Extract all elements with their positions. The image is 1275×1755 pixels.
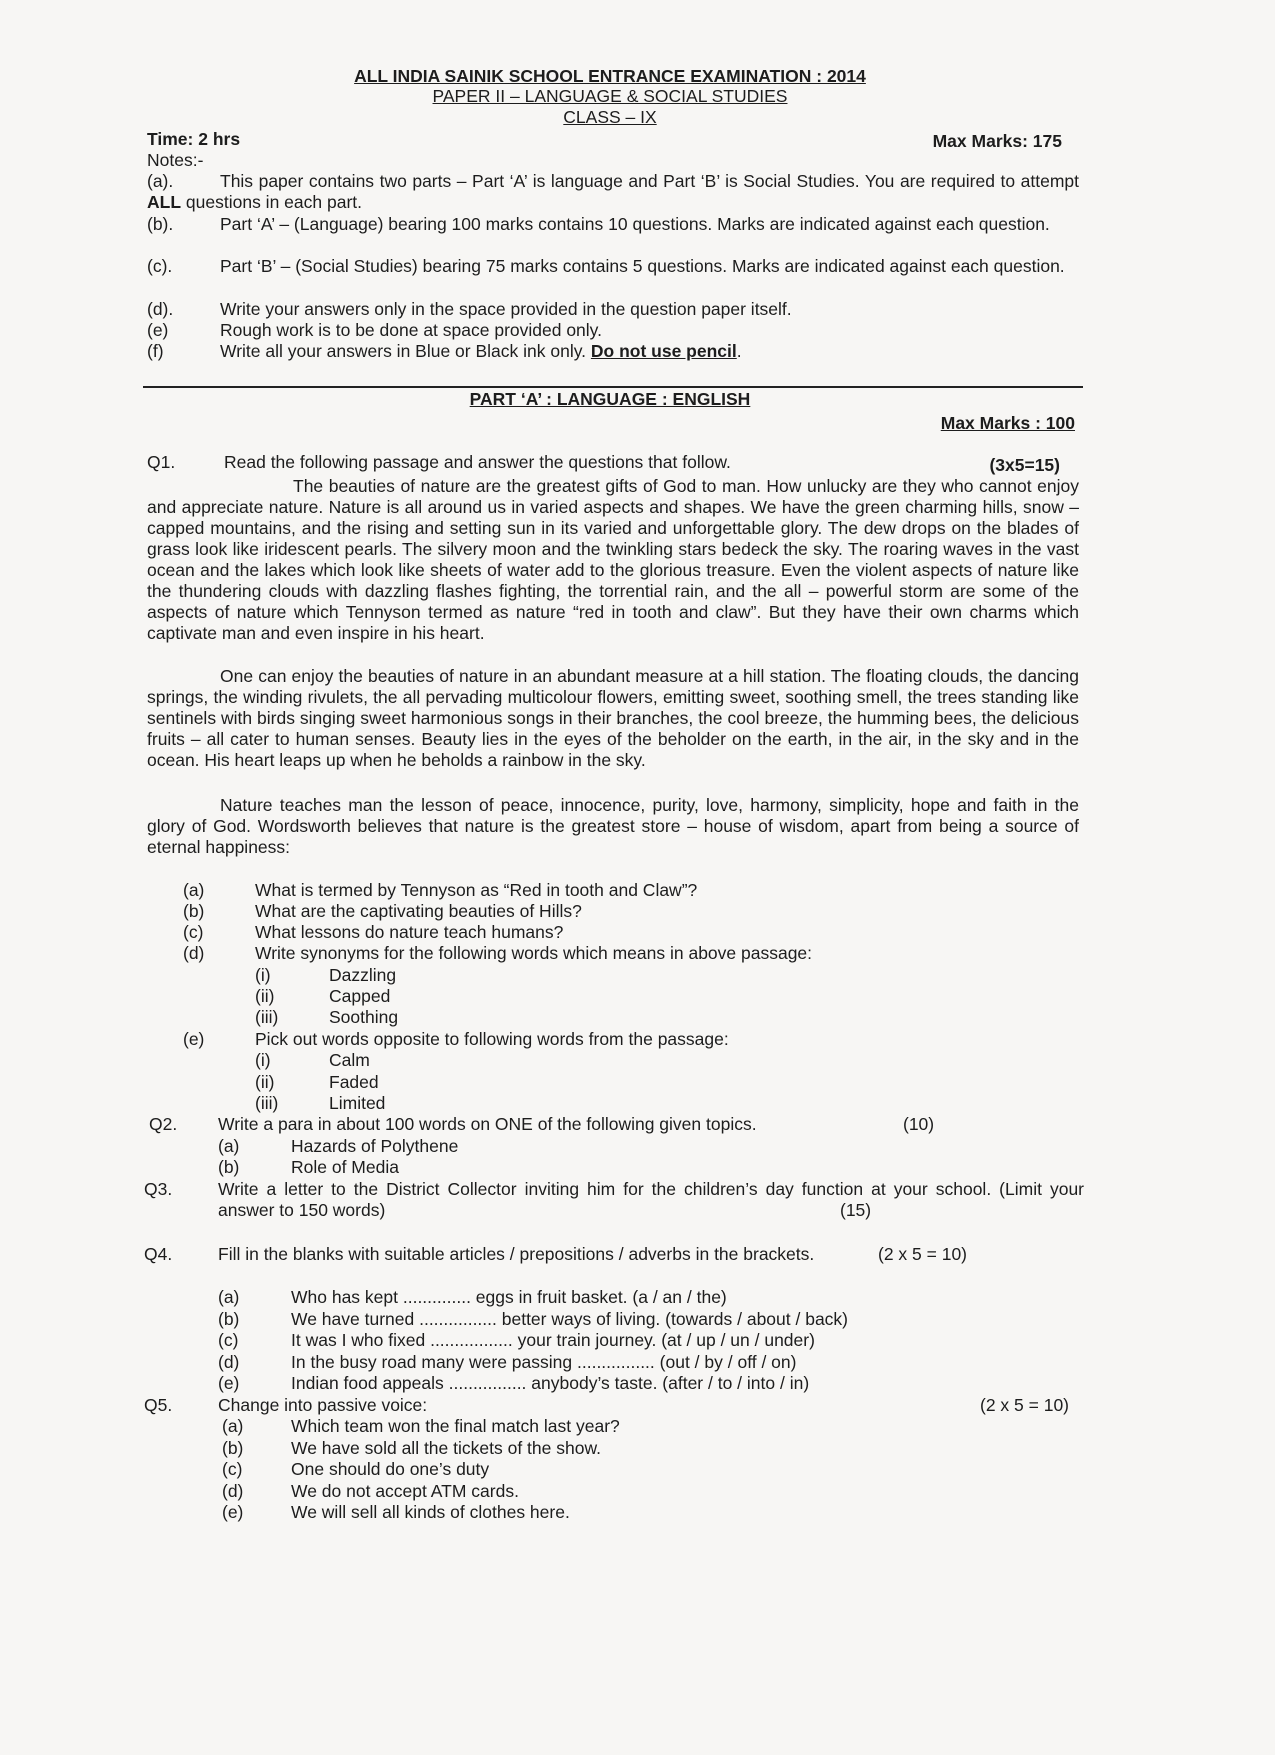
q1-item-text: Pick out words opposite to following words from the passage:	[255, 1029, 729, 1049]
note-label: (e)	[147, 320, 169, 340]
q4-item-text: Indian food appeals ................ anybody’s taste. (after / to / into / in)	[291, 1373, 810, 1393]
note-label: (b).	[147, 214, 174, 234]
sub-item-text: Calm	[329, 1050, 370, 1070]
part-a-title: PART ‘A’ : LANGUAGE : ENGLISH	[469, 389, 751, 409]
question-number: Q5.	[144, 1395, 173, 1415]
sub-item-text: Faded	[329, 1072, 379, 1092]
q1-item-text: Write synonyms for the following words which means in above passage:	[255, 943, 813, 963]
exam-title: ALL INDIA SAINIK SCHOOL ENTRANCE EXAMINATION : 2014	[354, 66, 866, 86]
q1-item-label: (a)	[183, 880, 205, 900]
sub-item-label: (ii)	[255, 986, 275, 1006]
note-label: (a).	[147, 171, 174, 191]
sub-item-text: Dazzling	[329, 965, 397, 985]
sub-item-label: (i)	[255, 1050, 271, 1070]
question-text: Read the following passage and answer the questions that follow.	[224, 452, 731, 472]
q4-item-text: In the busy road many were passing ................ (out / by / off / on)	[291, 1352, 797, 1372]
q1-item-label: (b)	[183, 901, 205, 921]
q1-item-text: What are the captivating beauties of Hills?	[255, 901, 582, 921]
q1-item-label: (e)	[183, 1029, 205, 1049]
q4-item-label: (c)	[218, 1330, 239, 1350]
question-marks: (2 x 5 = 10)	[878, 1244, 968, 1264]
q2-item-text: Role of Media	[291, 1157, 399, 1177]
q1-item-text: What is termed by Tennyson as “Red in tooth and Claw”?	[255, 880, 698, 900]
note-a	[147, 171, 1079, 213]
question-number: Q2.	[149, 1114, 178, 1134]
sub-item-text: Capped	[329, 986, 391, 1006]
q5-item-text: Which team won the final match last year?	[291, 1416, 620, 1436]
question-text: Change into passive voice:	[218, 1395, 428, 1415]
note-label: (d).	[147, 299, 174, 319]
q4-item-text: It was I who fixed ................. your train journey. (at / up / un / under)	[291, 1330, 815, 1350]
q4-item-label: (b)	[218, 1309, 240, 1329]
q2-item-text: Hazards of Polythene	[291, 1136, 459, 1156]
note-text: Write all your answers in Blue or Black ink only.	[220, 341, 587, 361]
question-marks: (10)	[903, 1114, 935, 1134]
note-text: Part ‘B’ – (Social Studies) bearing 75 marks contains 5 questions. Marks are indicated against each question.	[220, 256, 1065, 276]
sub-item-text: Limited	[329, 1093, 386, 1113]
note-text-end: .	[736, 341, 742, 361]
q4-item-label: (d)	[218, 1352, 240, 1372]
max-marks-label: Max Marks: 175	[932, 131, 1062, 151]
q4-item-label: (e)	[218, 1373, 240, 1393]
question-text: Fill in the blanks with suitable articles / prepositions / adverbs in the brackets.	[218, 1244, 815, 1264]
sub-item-label: (ii)	[255, 1072, 275, 1092]
q5-item-text: We do not accept ATM cards.	[291, 1481, 519, 1501]
q1-item-label: (c)	[183, 922, 204, 942]
note-text: Rough work is to be done at space provided only.	[220, 320, 602, 340]
question-number: Q1.	[147, 452, 176, 472]
passage-paragraph-3: Nature teaches man the lesson of peace, innocence, purity, love, harmony, simplicity, hope and faith in the glory of God. Wordsworth believes that nature is the greatest store – house of wisdom, apart from being a source of eternal happiness:	[147, 795, 1079, 857]
sub-item-text: Soothing	[329, 1007, 399, 1027]
notes-heading: Notes:-	[147, 150, 204, 170]
q2-item-label: (b)	[218, 1157, 240, 1177]
question-text: Write a para in about 100 words on ONE of the following given topics.	[218, 1114, 757, 1134]
note-emphasis: Do not use pencil	[590, 341, 737, 361]
note-label: (f)	[147, 341, 164, 361]
sub-item-label: (iii)	[255, 1093, 279, 1113]
section-divider	[143, 386, 1083, 388]
q1-item-text: What lessons do nature teach humans?	[255, 922, 564, 942]
q5-item-label: (d)	[222, 1481, 244, 1501]
note-emphasis: ALL	[147, 192, 182, 212]
question-number: Q3.	[144, 1179, 173, 1199]
question-marks: (3x5=15)	[989, 455, 1060, 475]
note-c	[147, 256, 1079, 277]
part-a-max-marks: Max Marks : 100	[940, 413, 1075, 433]
note-e	[147, 320, 1079, 341]
class-title: CLASS – IX	[563, 107, 657, 127]
q5-item-label: (e)	[222, 1502, 244, 1522]
paper-title: PAPER II – LANGUAGE & SOCIAL STUDIES	[432, 86, 788, 106]
note-label: (c).	[147, 256, 173, 276]
q4-item-text: We have turned ................ better ways of living. (towards / about / back)	[291, 1309, 849, 1329]
q5-item-text: We have sold all the tickets of the show.	[291, 1438, 601, 1458]
q5-item-label: (a)	[222, 1416, 244, 1436]
q5-item-label: (b)	[222, 1438, 244, 1458]
time-label: Time: 2 hrs	[147, 129, 241, 149]
q4-item-text: Who has kept .............. eggs in fruit basket. (a / an / the)	[291, 1287, 727, 1307]
note-text: This paper contains two parts – Part ‘A’ is language and Part ‘B’ is Social Studies. You are required to attempt	[220, 171, 1079, 191]
q1-item-label: (d)	[183, 943, 205, 963]
passage-paragraph-1: The beauties of nature are the greatest gifts of God to man. How unlucky are they who cannot enjoy and appreciate nature. Nature is all around us in varied aspects and shapes. We have the green charming hills, snow – capped mountains, and the rising and setting sun in its varied and unforgettable glory. The dew drops on the blades of grass look like iridescent pearls. The silvery moon and the twinkling stars bedeck the sky. The roaring waves in the vast ocean and the lakes which look like sheets of water add to the glorious treasure. Even the violent aspects of nature like the thundering clouds with dazzling flashes fighting, the torrential rain, and the all – powerful storm are some of the aspects of nature which Tennyson termed as nature “red in tooth and claw”. But they have their own charms which captivate man and even inspire in his heart.	[147, 476, 1079, 643]
q4-item-label: (a)	[218, 1287, 240, 1307]
q5-item-label: (c)	[222, 1459, 243, 1479]
question-number: Q4.	[144, 1244, 173, 1264]
sub-item-label: (iii)	[255, 1007, 279, 1027]
q5-item-text: One should do one’s duty	[291, 1459, 490, 1479]
question-text: Write a letter to the District Collector inviting him for the children’s day function at your school. (Limit your answer to 150 words)	[218, 1179, 1084, 1220]
note-b	[147, 214, 1079, 235]
q5-item-text: We will sell all kinds of clothes here.	[291, 1502, 570, 1522]
passage-paragraph-2: One can enjoy the beauties of nature in an abundant measure at a hill station. The floating clouds, the dancing springs, the winding rivulets, the all pervading multicolour flowers, emitting sweet, soothing smell, the trees standing like sentinels with birds singing sweet harmonious songs in their branches, the cool breeze, the humming bees, the delicious fruits – all cater to human senses. Beauty lies in the eyes of the beholder on the earth, in the air, in the sky and in the ocean. His heart leaps up when he beholds a rainbow in the sky.	[147, 666, 1079, 770]
note-text: Part ‘A’ – (Language) bearing 100 marks contains 10 questions. Marks are indicated against each question.	[220, 214, 1050, 234]
note-text-tail: questions in each part.	[185, 192, 362, 212]
note-f	[147, 341, 1079, 362]
q2-item-label: (a)	[218, 1136, 240, 1156]
note-d	[147, 299, 1079, 320]
sub-item-label: (i)	[255, 965, 271, 985]
question-marks: (15)	[840, 1200, 872, 1220]
note-text: Write your answers only in the space provided in the question paper itself.	[220, 299, 792, 319]
question-marks: (2 x 5 = 10)	[980, 1395, 1070, 1415]
